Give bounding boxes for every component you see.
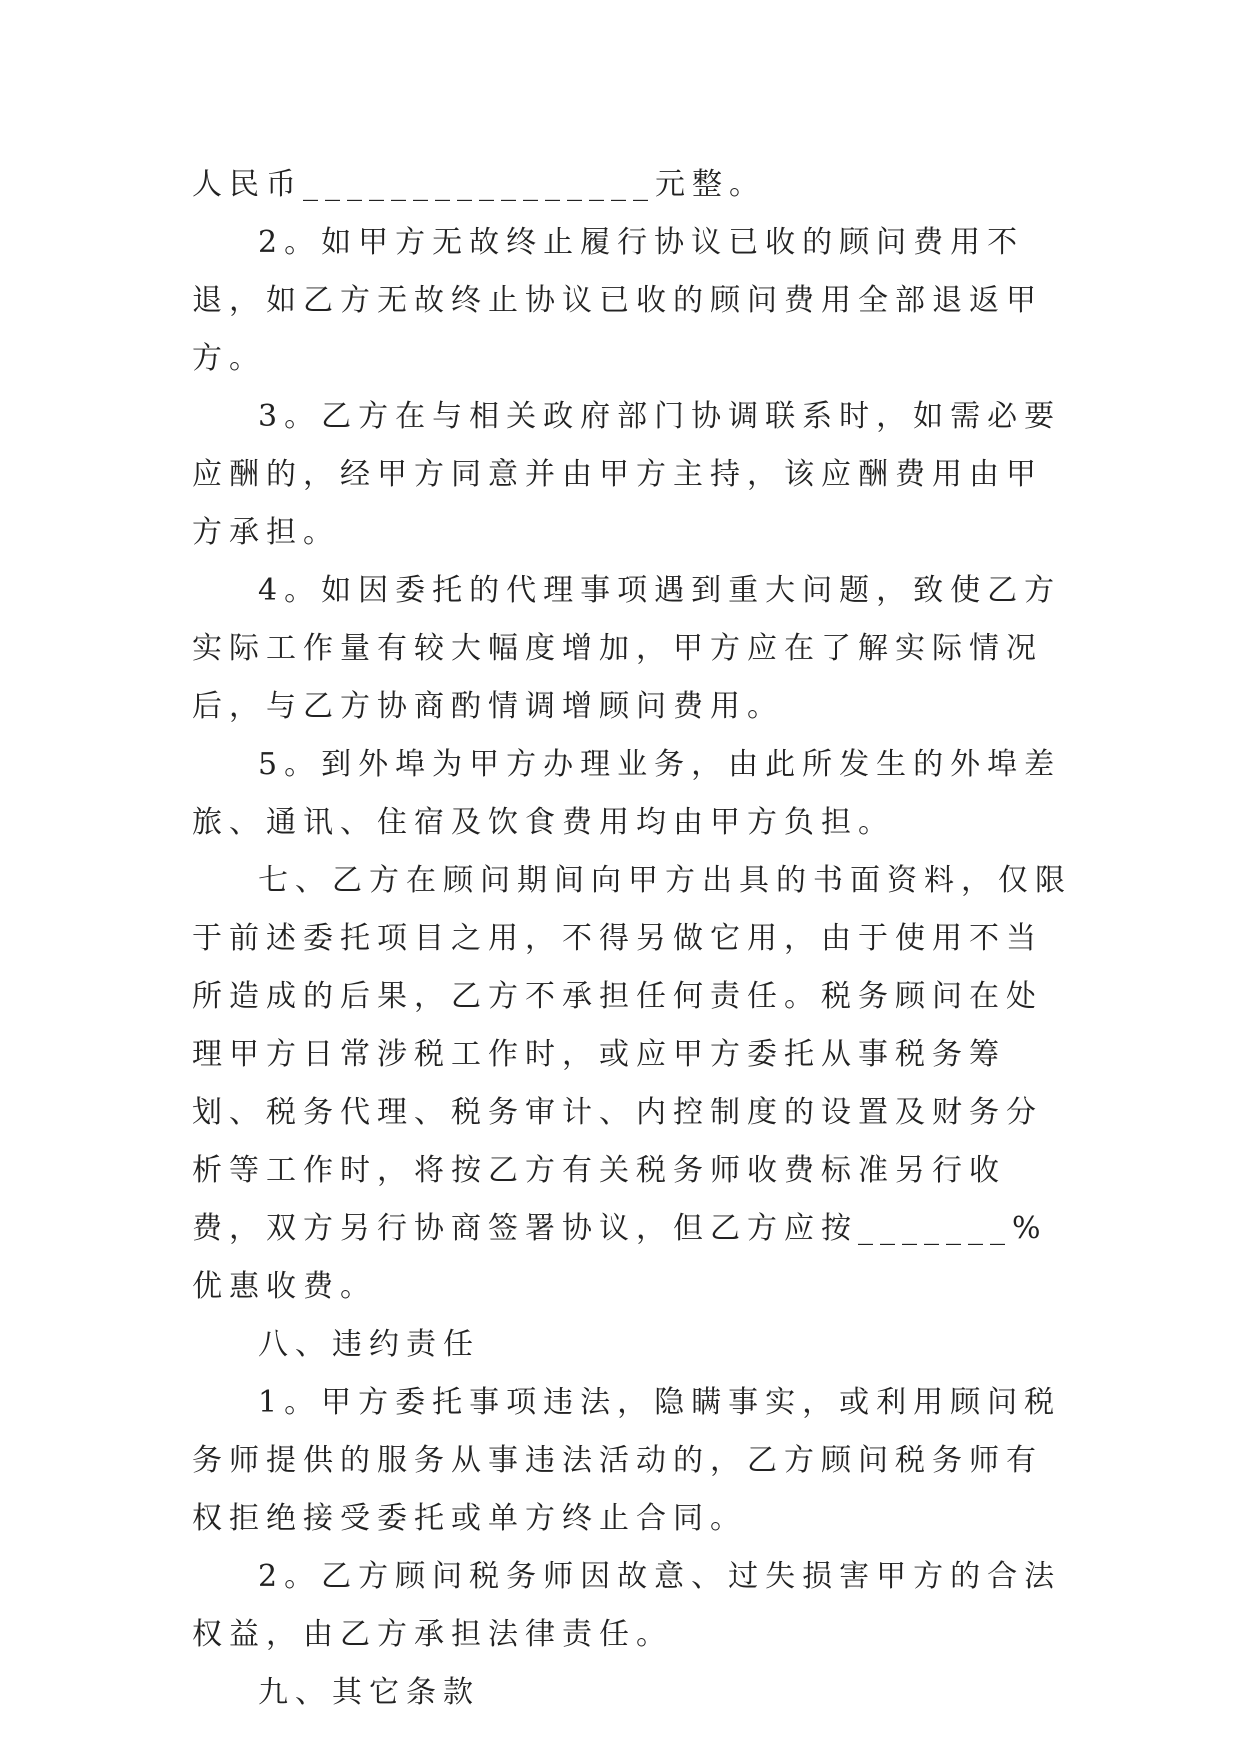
paragraph-liability-1: 1。甲方委托事项违法，隐瞒事实，或利用顾问税务师提供的服务从事违法活动的，乙方顾问税务师有权拒绝接受委托或单方终止合同。	[192, 1385, 1062, 1536]
paragraph-clause-3-entertainment: 3。乙方在与相关政府部门协调联系时，如需必要应酬的，经甲方同意并由甲方主持，该应酬费用由甲方承担。	[192, 399, 1062, 550]
paragraph-liability-2: 2。乙方顾问税务师因故意、过失损害甲方的合法权益，由乙方承担法律责任。	[192, 1559, 1062, 1652]
paragraph-payment-amount: 人民币________________元整。	[192, 167, 766, 202]
document-body	[192, 156, 1072, 1722]
paragraph-clause-2-refund: 2。如甲方无故终止履行协议已收的顾问费用不退，如乙方无故终止协议已收的顾问费用全部退返甲方。	[192, 225, 1043, 376]
paragraph-clause-4-fee-adjustment: 4。如因委托的代理事项遇到重大问题，致使乙方实际工作量有较大幅度增加，甲方应在了解实际情况后，与乙方协商酌情调增顾问费用。	[192, 573, 1062, 724]
heading-section-9-other: 九、其它条款	[258, 1675, 480, 1710]
paragraph-clause-5-travel: 5。到外埠为甲方办理业务，由此所发生的外埠差旅、通讯、住宿及饮食费用均由甲方负担。	[192, 747, 1062, 840]
heading-section-8-liability: 八、违约责任	[258, 1327, 480, 1362]
paragraph-section-7-materials: 七、乙方在顾问期间向甲方出具的书面资料，仅限于前述委托项目之用，不得另做它用，由于使用不当所造成的后果，乙方不承担任何责任。税务顾问在处理甲方日常涉税工作时，或应甲方委托从事税务筹划、税务代理、税务审计、内控制度的设置及财务分析等工作时，将按乙方有关税务师收费标准另行收费，双方另行协商签署协议，但乙方应按_______%优惠收费。	[192, 863, 1072, 1304]
